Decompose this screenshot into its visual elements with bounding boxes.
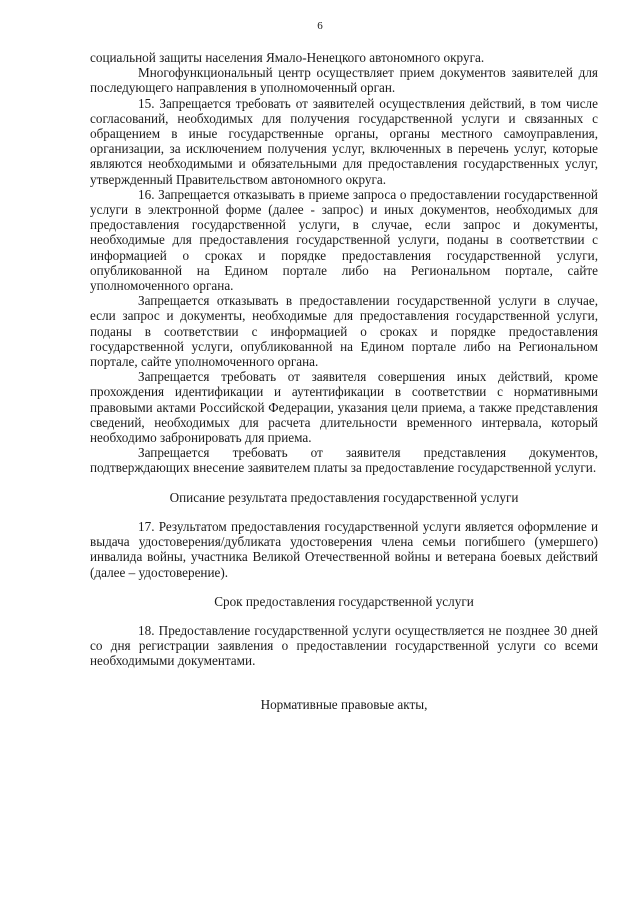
paragraph: Запрещается требовать от заявителя представления документов, подтверждающих внесение заявителем платы за предоставление государственной услуги. — [90, 445, 598, 476]
paragraph: 16. Запрещается отказывать в приеме запроса о предоставлении государственной услуги в электронной форме (далее - запрос) и иных документов, необходимых для предоставления государственной услуги, в случае, если запрос и документы, необходимые для предоставления государственной услуги, поданы в соответствии с информацией о сроках и порядке предоставления государственной услуги, опубликованной на Едином портале либо на Региональном портале, сайте уполномоченного органа. — [90, 186, 598, 294]
paragraph-18: 18. Предоставление государственной услуги осуществляется не позднее 30 дней со дня регистрации заявления о предоставлении государственной услуги со всеми необходимыми документами. — [90, 622, 598, 669]
page-number: 6 — [317, 20, 323, 32]
heading-service-result: Описание результата предоставления государственной услуги — [169, 489, 519, 505]
paragraph: Запрещается требовать от заявителя совершения иных действий, кроме прохождения идентификации и аутентификации в соответствии с нормативными правовыми актами Российской Федерации, указания цели приема, а также представления сведений, необходимых для расчета длительности временного интервала, который необходимо забронировать для приема. — [90, 369, 598, 446]
heading-normative-acts: Нормативные правовые акты, — [260, 696, 428, 712]
heading-service-term: Срок предоставления государственной услуги — [214, 593, 474, 609]
paragraph: Запрещается отказывать в предоставлении государственной услуги в случае, если запрос и документы, необходимые для предоставления государственной услуги, поданы в соответствии с информацией о сроках и порядке предоставления государственной услуги, опубликованной на Едином портале либо на Региональном портале, сайте уполномоченного органа. — [90, 293, 598, 370]
document-body — [90, 50, 598, 712]
top-paragraphs — [90, 50, 598, 476]
paragraph: социальной защиты населения Ямало-Ненецкого автономного округа. — [90, 50, 485, 65]
paragraph: Многофункциональный центр осуществляет прием документов заявителей для последующего направления в уполномоченный орган. — [90, 65, 598, 96]
paragraph-17: 17. Результатом предоставления государственной услуги является оформление и выдача удостоверения/дубликата удостоверения члена семьи погибшего (умершего) инвалида войны, участника Великой Отечественной войны и ветерана боевых действий (далее – удостоверение). — [90, 518, 598, 580]
paragraph: 15. Запрещается требовать от заявителей осуществления действий, в том числе согласований, необходимых для получения государственной услуги и связанных с обращением в иные государственные органы, органы местного самоуправления, организации, за исключением получения услуг, включенных в перечень услуг, которые являются необходимыми и обязательными для предоставления государственных услуг, утвержденный Правительством автономного округа. — [90, 95, 598, 187]
